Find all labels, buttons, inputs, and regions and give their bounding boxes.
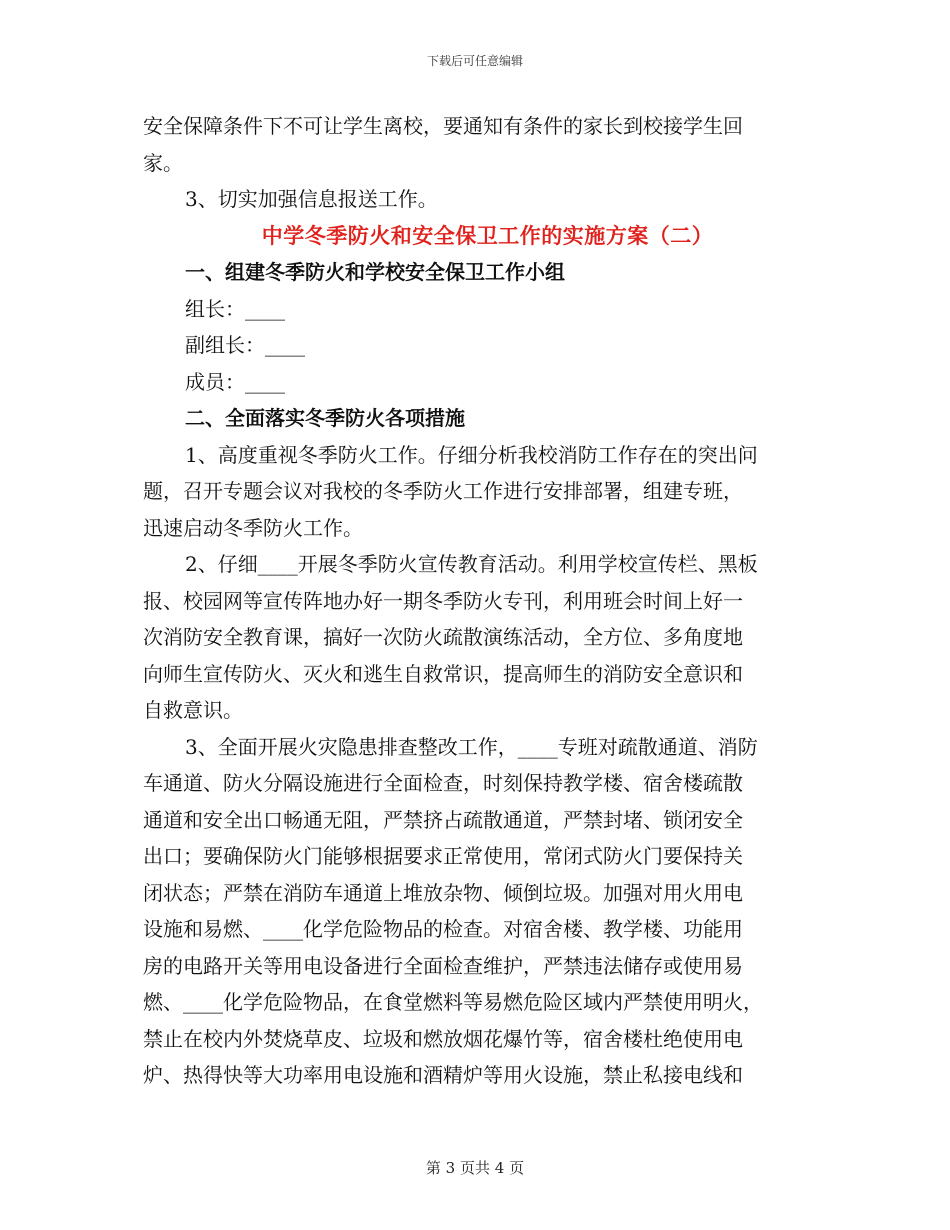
section-heading: 二、全面落实冬季防火各项措施 (185, 406, 465, 430)
paragraph-line: 自救意识。 (143, 698, 243, 722)
page-header: 下载后可任意编辑 (426, 54, 523, 68)
form-line-deputy-leader: 副组长：____ (185, 333, 305, 357)
paragraph-line: 2、仔细____开展冬季防火宣传教育活动。利用学校宣传栏、黑板 (185, 552, 758, 576)
paragraph-line: 设施和易燃、____化学危险物品的检查。对宿舍楼、教学楼、功能用 (143, 917, 743, 941)
paragraph-line: 报、校园网等宣传阵地办好一期冬季防火专刊，利用班会时间上好一 (143, 588, 743, 613)
paragraph-line: 1、高度重视冬季防火工作。仔细分析我校消防工作存在的突出问 (185, 442, 758, 467)
paragraph-line: 出口；要确保防火门能够根据要求正常使用，常闭式防火门要保持关 (143, 844, 743, 868)
paragraph-line: 炉、热得快等大功率用电设施和酒精炉等用火设施，禁止私接电线和 (143, 1063, 743, 1087)
paragraph-line: 燃、____化学危险物品，在食堂燃料等易燃危险区域内严禁使用明火， (143, 990, 763, 1014)
paragraph-line: 3、切实加强信息报送工作。 (185, 187, 438, 211)
paragraph-line: 迅速启动冬季防火工作。 (143, 515, 363, 540)
paragraph-line: 通道和安全出口畅通无阻，严禁挤占疏散通道，严禁封堵、锁闭安全 (143, 807, 743, 832)
form-line-leader: 组长：____ (185, 296, 285, 321)
paragraph-line: 次消防安全教育课，搞好一次防火疏散演练活动，全方位、多角度地 (143, 625, 743, 649)
section-title: 中学冬季防火和安全保卫工作的实施方案（二） (261, 222, 714, 248)
paragraph-line: 房的电路开关等用电设备进行全面检查维护，严禁违法储存或使用易 (143, 953, 743, 978)
paragraph-line: 闭状态；严禁在消防车通道上堆放杂物、倾倒垃圾。加强对用火用电 (143, 880, 743, 905)
paragraph-line: 家。 (143, 150, 183, 175)
paragraph-line: 禁止在校内外焚烧草皮、垃圾和燃放烟花爆竹等，宿舍楼杜绝使用电 (143, 1026, 743, 1051)
paragraph-line: 3、全面开展火灾隐患排查整改工作，____专班对疏散通道、消防 (185, 734, 758, 759)
form-line-members: 成员：____ (185, 369, 285, 394)
paragraph-line: 车通道、防火分隔设施进行全面检查，时刻保持教学楼、宿舍楼疏散 (143, 771, 743, 795)
paragraph-line: 题，召开专题会议对我校的冬季防火工作进行安排部署，组建专班， (143, 479, 743, 503)
document-body (143, 108, 808, 1094)
page-footer: 第 3 页共 4 页 (425, 1159, 525, 1177)
section-heading: 一、组建冬季防火和学校安全保卫工作小组 (185, 260, 565, 284)
paragraph-line: 向师生宣传防火、灭火和逃生自救常识，提高师生的消防安全意识和 (143, 661, 743, 686)
paragraph-line: 安全保障条件下不可让学生离校，要通知有条件的家长到校接学生回 (143, 114, 743, 138)
